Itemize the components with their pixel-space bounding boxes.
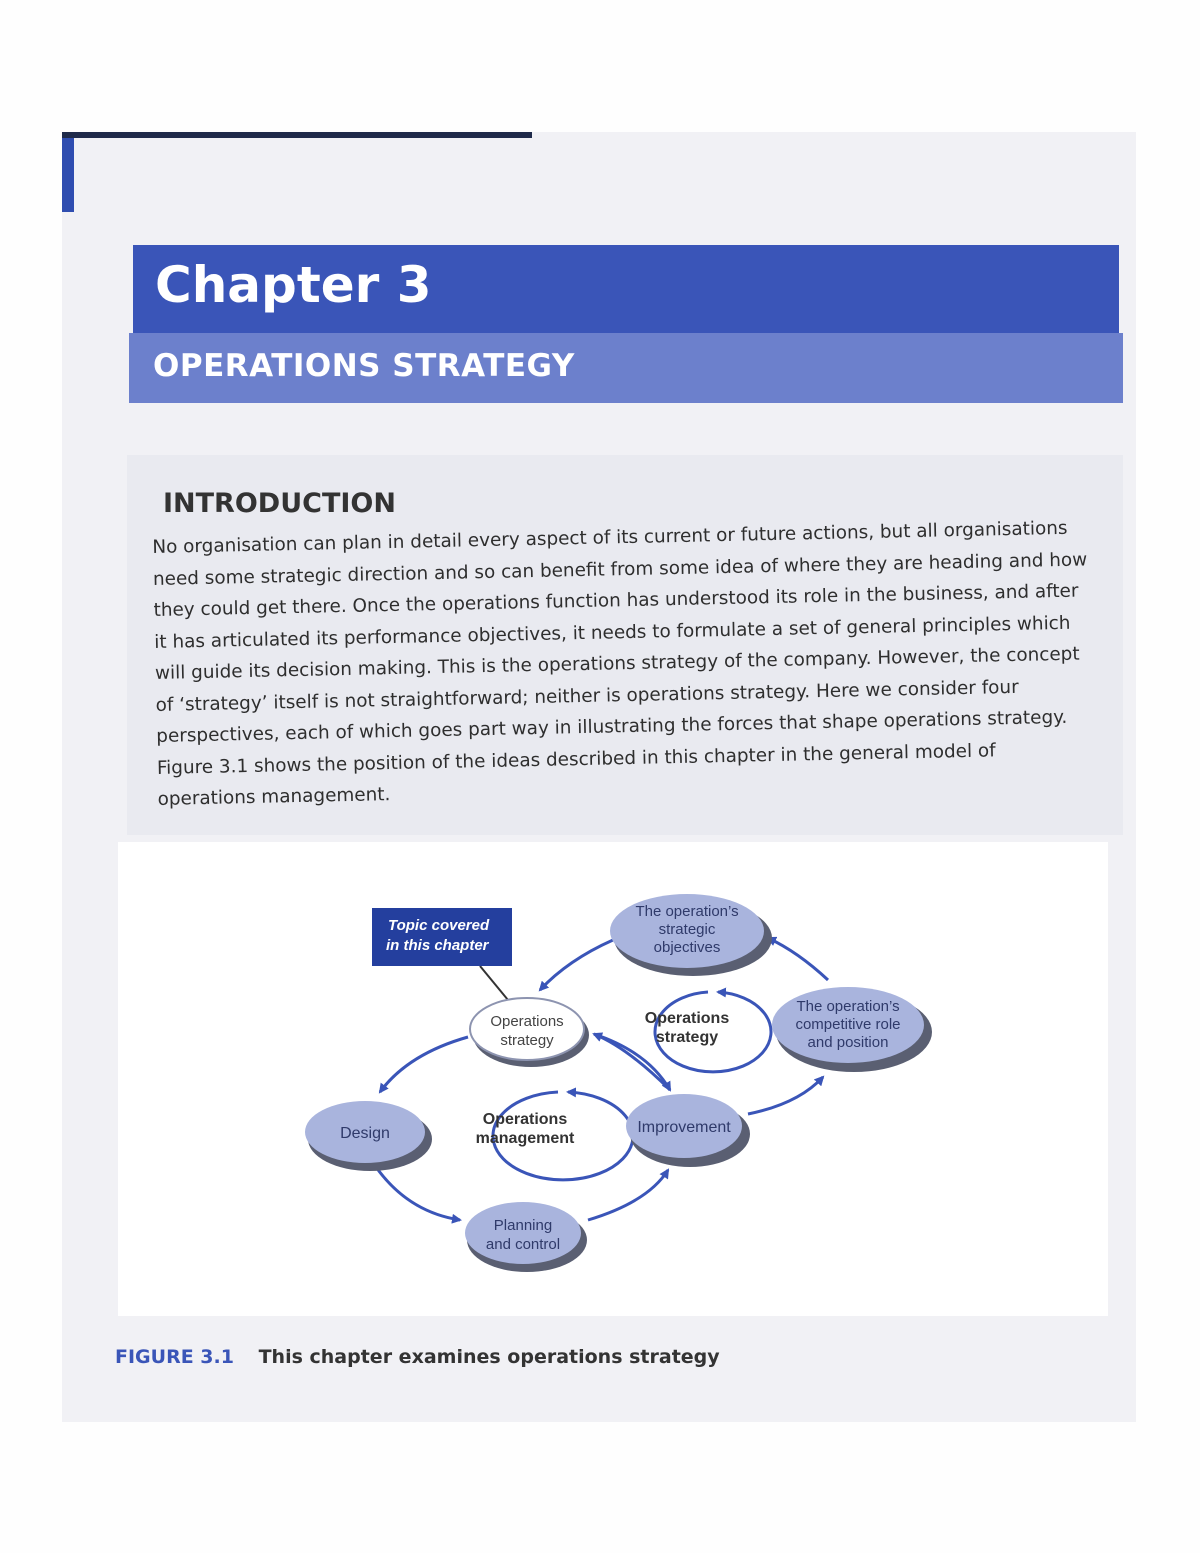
svg-text:strategic: strategic <box>658 921 716 938</box>
svg-text:Operations: Operations <box>644 1010 730 1027</box>
page-left-tab <box>62 138 74 212</box>
svg-text:Planning: Planning <box>493 1217 553 1234</box>
chapter-title: Chapter 3 <box>155 256 432 314</box>
arrow-improvement-to-competitive <box>748 1077 823 1114</box>
node-competitive-role <box>772 987 932 1072</box>
svg-text:and position: and position <box>807 1034 889 1051</box>
center-operations-management <box>476 1111 575 1147</box>
topic-box-line-2: in this chapter <box>386 937 489 954</box>
svg-text:strategy: strategy <box>655 1029 719 1046</box>
svg-text:competitive role: competitive role <box>795 1016 901 1033</box>
svg-text:objectives: objectives <box>653 939 721 956</box>
diagram-arrows <box>376 938 828 1220</box>
chapter-subtitle: OPERATIONS STRATEGY <box>153 348 575 384</box>
svg-text:The operation’s: The operation’s <box>635 903 739 920</box>
introduction-body: No organisation can plan in detail every aspect of its current or future actions, but all organisations need some strategic direction and so can benefit from some idea of where they are heading and how they could get there. Once the operations function has understood its role in the business, and after it has articulated its performance objectives, it needs to formulate a set of general principles which will guide its decision making. This is the operations strategy of the company. However, the concept of ‘strategy’ itself is not straightforward; neither is operations strategy. Here we consider four perspectives, each of which goes part way in illustrating the forces that shape operations strategy. Figure 3.1 shows the position of the ideas described in this chapter in the general model of operations management. <box>152 517 1088 810</box>
svg-text:The operation’s: The operation’s <box>796 998 900 1015</box>
center-operations-strategy <box>645 1010 730 1046</box>
node-design <box>305 1101 432 1171</box>
figure-panel <box>118 842 1108 1316</box>
arrow-design-to-planning <box>376 1167 460 1220</box>
page-top-edge <box>62 132 532 138</box>
topic-box-line-1: Topic covered <box>388 917 490 934</box>
svg-text:Operations: Operations <box>490 1013 564 1030</box>
arrow-objectives-to-ops-strategy <box>540 940 613 990</box>
svg-text:Design: Design <box>340 1125 390 1142</box>
svg-text:Operations: Operations <box>482 1111 568 1128</box>
arrow-planning-to-improvement <box>588 1170 668 1220</box>
figure-caption-label: FIGURE 3.1 <box>115 1346 234 1368</box>
operations-model-diagram <box>118 842 1108 1316</box>
arrow-competitive-to-objectives <box>768 938 828 980</box>
node-improvement <box>626 1094 750 1167</box>
svg-text:Improvement: Improvement <box>637 1119 731 1136</box>
node-strategic-objectives <box>610 894 772 976</box>
topic-box <box>372 908 512 966</box>
svg-text:and control: and control <box>485 1236 561 1253</box>
svg-text:strategy: strategy <box>500 1032 554 1049</box>
node-operations-strategy <box>470 998 589 1067</box>
figure-caption <box>115 1346 720 1368</box>
svg-text:management: management <box>475 1130 575 1147</box>
figure-caption-text: This chapter examines operations strategy <box>258 1346 720 1368</box>
arrow-ops-strategy-to-design <box>380 1037 468 1092</box>
introduction-heading: INTRODUCTION <box>163 488 396 519</box>
node-planning-control <box>465 1202 587 1272</box>
arrow-topic-pointer <box>480 966 508 1000</box>
